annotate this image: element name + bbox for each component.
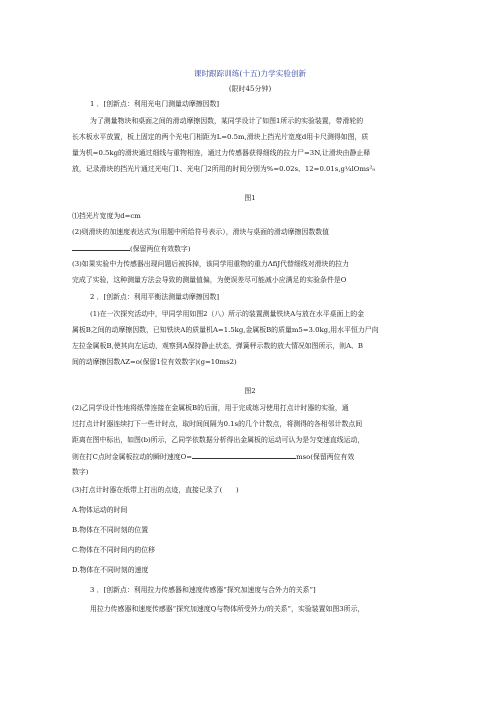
q2-paragraph-line-2: 属板B之间的动摩擦因数，已知铁块A的质量机A=1.5kg,金属板B的质量m5=3.0kg,用水平恒力尸向 [72, 326, 379, 334]
q2-heading: 2 ．[创新点：利用平衡法测量动摩擦因数] [90, 293, 220, 301]
q1-heading: 1 ．[创新点：利用光电门测量动摩擦因数] [90, 100, 220, 108]
q2-subquestion-2-line-1: (2)乙同学设计性地将纸带连接在金属板B的后面，用于完成练习使用打点计时器的实验，通 [72, 404, 349, 412]
q1-paragraph-line-2: 长木板水平放置，板上固定的两个光电门相距为L=0.5m,滑块上挡光片宽度d用卡尺测得如图，质 [72, 133, 369, 141]
time-limit: (限时45分钟) [228, 85, 272, 93]
q2-subquestion-2-line-4 [72, 452, 438, 462]
q1-subquestion-3-continued: 完成了实验，这种测量方法会导致的测量值偏，为使误差尽可能减小应满足的实验条件是O [72, 276, 347, 284]
q1-subquestion-2: (2)则滑块的加速度表达式为(用题中所给符号表示），滑块与桌面的滑动摩擦因数数值 [72, 228, 330, 236]
q1-subquestion-2-continued [72, 244, 438, 254]
q1-paragraph-line-1: 为了测量物块和桌面之间的滑动摩擦因数，某同学设计了如图1所示的实验装置，带滑轮的 [90, 117, 364, 125]
q2-subquestion-2-line-3: 距离在图中标出，如图(b)所示，乙同学依数据分析得出金属板的运动可认为是匀变速直线运动， [72, 436, 365, 444]
figure-1-caption: 图1 [244, 194, 256, 202]
figure-2-caption: 图2 [244, 387, 256, 395]
q2-paragraph-line-4: 间的动摩擦因数ΛZ=o(保留1位有效数字)(g=10ms2) [72, 358, 237, 366]
option-d: D.物体在不同时刻的速度 [72, 566, 149, 574]
q2-paragraph-line-3: 左拉金属板B,使其向左运动，观察到A保持静止状态，弹簧秤示数的放大情况如图所示，则A、B [72, 342, 364, 350]
q1-paragraph-line-4: 放，记录滑块的挡光片通过光电门1、光电门2所用的时间分别为%=0.02s、12=0.01s,g¼lOms²₉ [72, 165, 376, 173]
q2-subquestion-3: (3)打点计时器在纸带上打出的点迹，直接记录了( ) [72, 486, 239, 494]
q1-subquestion-1: ⑴挡光片宽度为d=cm [72, 212, 141, 220]
q1-paragraph-line-3: 量为机=0.5kg的滑块通过细线与重物相连，通过力传感器获得细线的拉力尸=3N,让滑块由静止释 [72, 149, 371, 157]
velocity-prompt: 则在打C点时金属板拉动的瞬时速度O= [72, 453, 193, 461]
q2-subquestion-2-line-2: 过打点计时器连续打下一些计时点，取时间间隔为0.1s的几个计数点，将测得的各相邻计数点间 [72, 420, 363, 428]
velocity-unit-note: mso(保留两位有效 [296, 453, 355, 461]
q1-subquestion-3: (3)如果实验中力传感器出现问题后被拆掉，该同学用重物的重力ΛfiJ代替细线对滑块的拉力 [72, 260, 350, 268]
option-a: A.物体运动的时间 [72, 506, 128, 514]
answer-blank [192, 452, 296, 459]
answer-blank [72, 244, 130, 251]
q1-subquestion-2-note: (保留两位有效数字) [130, 245, 191, 253]
page-title: 课时跟踪训练(十五)力学实验创新 [193, 69, 307, 78]
option-c: C.物体在不同时间内的位移 [72, 546, 156, 554]
q3-heading: 3 ．[创新点：利用拉力传感器和速度传感器“探究加速度与合外力的关系”] [90, 586, 316, 594]
q3-paragraph-line-1: 用拉力传感器和速度传感器“探究加速度Q与物体所受外力/的关系”，实验装置如图3所示， [90, 605, 365, 613]
q2-paragraph-line-1: (1)在一次探究活动中，甲同学用如图2（八）所示的装置测量铁块A与放在水平桌面上的金 [90, 310, 365, 318]
q2-subquestion-2-line-5: 数字) [72, 468, 89, 476]
option-b: B.物体在不同时刻的位置 [72, 526, 149, 534]
